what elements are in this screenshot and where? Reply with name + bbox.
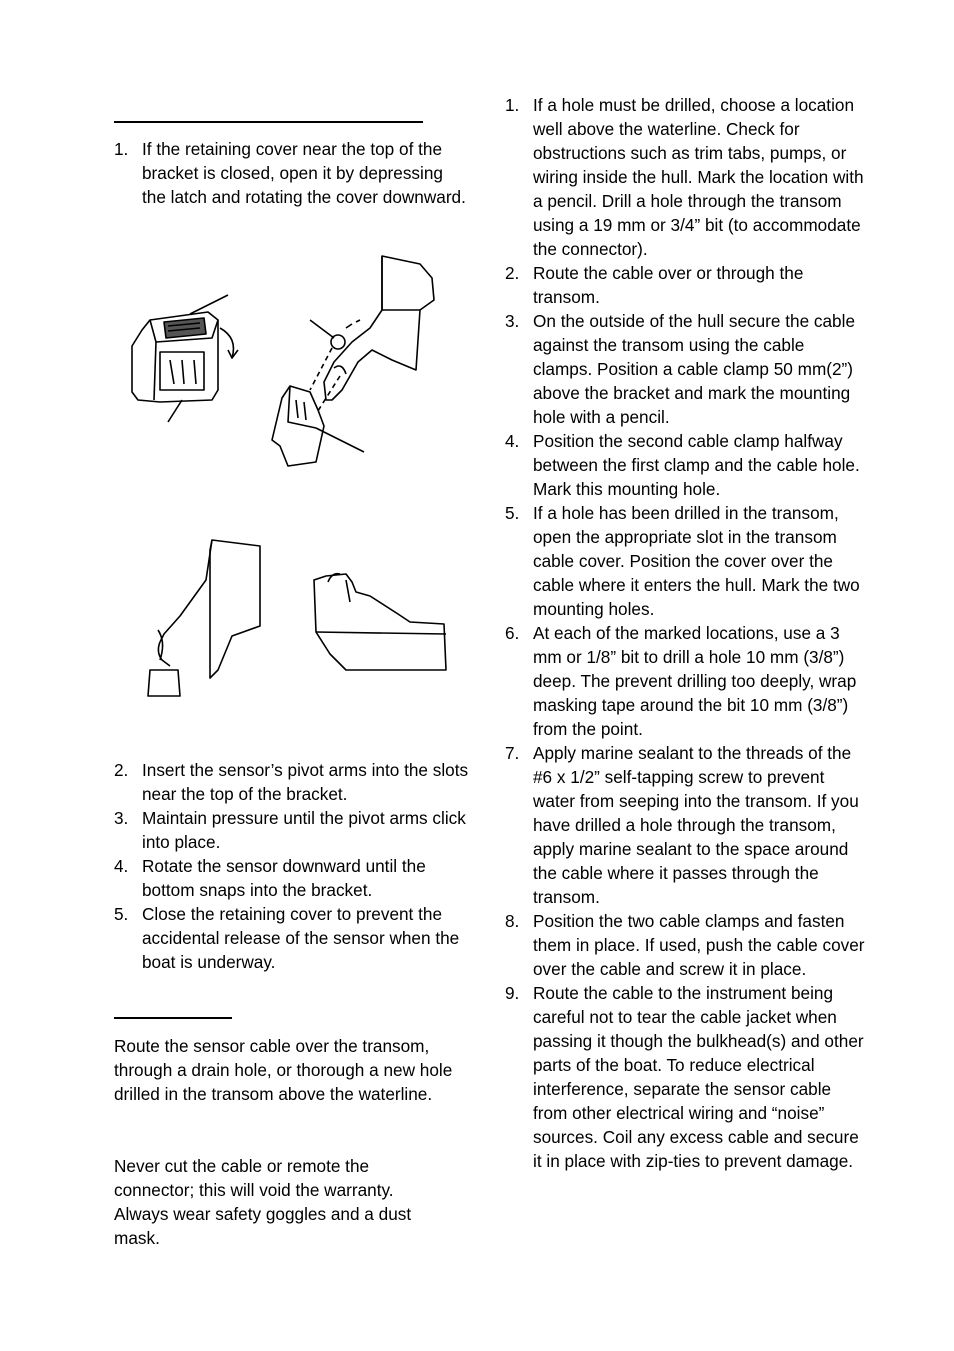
steps-list-a	[114, 137, 470, 209]
list-item: 3. Maintain pressure until the pivot arms click into place.	[114, 808, 466, 852]
list-item: 1. If a hole must be drilled, choose a location well above the waterline. Check for obstructions such as trim tabs, pumps, or wiring inside the hull. Mark the location with a pencil. Drill a hole through the transom using a 19 mm or 3/4” bit (to accommodate the connector).	[505, 95, 864, 259]
bracket-illustration	[132, 295, 238, 422]
list-item: 3. On the outside of the hull secure the cable against the transom using the cable clamps. Position a cable clamp 50 mm(2”) above the bracket and mark the mounting hole with a pencil.	[505, 311, 855, 427]
section-heading-rule-1	[114, 121, 423, 123]
section-heading-rule-2	[114, 1017, 232, 1019]
list-item: 1. If the retaining cover near the top of the bracket is closed, open it by depressing the latch and rotating the cover downward.	[114, 139, 466, 207]
paragraph-warning: Never cut the cable or remote the connector; this will void the warranty. Always wear safety goggles and a dust mask.	[114, 1156, 412, 1248]
list-item: 7. Apply marine sealant to the threads of the #6 x 1/2” self-tapping screw to prevent water from seeping into the transom. If you have drilled a hole through the transom, apply marine sealant to the space around the cable where it passes through the transom.	[505, 743, 859, 907]
sensor-insertion-illustration	[272, 256, 434, 466]
sensor-attached-front-illustration	[314, 574, 446, 670]
list-item: 2. Route the cable over or through the transom.	[505, 263, 804, 307]
list-item: 5. If a hole has been drilled in the transom, open the appropriate slot in the transom cable cover. Position the cover over the cable where it enters the hull. Mark the two mounting holes.	[505, 503, 860, 619]
steps-list-b	[114, 758, 470, 974]
list-item: 4. Position the second cable clamp halfway between the first clamp and the cable hole. Mark this mounting hole.	[505, 431, 860, 499]
list-item: 4. Rotate the sensor downward until the bottom snaps into the bracket.	[114, 856, 426, 900]
installation-figure	[120, 250, 460, 710]
paragraph-route-cable: Route the sensor cable over the transom, through a drain hole, or thorough a new hole drilled in the transom above the waterline.	[114, 1036, 453, 1104]
list-item: 2. Insert the sensor’s pivot arms into the slots near the top of the bracket.	[114, 760, 469, 804]
list-item: 8. Position the two cable clamps and fasten them in place. If used, push the cable cover over the cable and screw it in place.	[505, 911, 865, 979]
list-item: 5. Close the retaining cover to prevent the accidental release of the sensor when the boat is underway.	[114, 904, 460, 972]
steps-list-right	[505, 93, 865, 1173]
sensor-attached-side-illustration	[148, 540, 260, 696]
list-item: 9. Route the cable to the instrument being careful not to tear the cable jacket when passing it though the bulkhead(s) and other parts of the boat. To reduce electrical interference, separate the sensor cable from other electrical wiring and “noise” sources. Coil any excess cable and secure it in place with zip-ties to prevent damage.	[505, 983, 864, 1171]
list-item: 6. At each of the marked locations, use a 3 mm or 1/8” bit to drill a hole 10 mm (3/8”) deep. The prevent drilling too deeply, wrap masking tape around the bit 10 mm (3/8”) from the point.	[505, 623, 857, 739]
